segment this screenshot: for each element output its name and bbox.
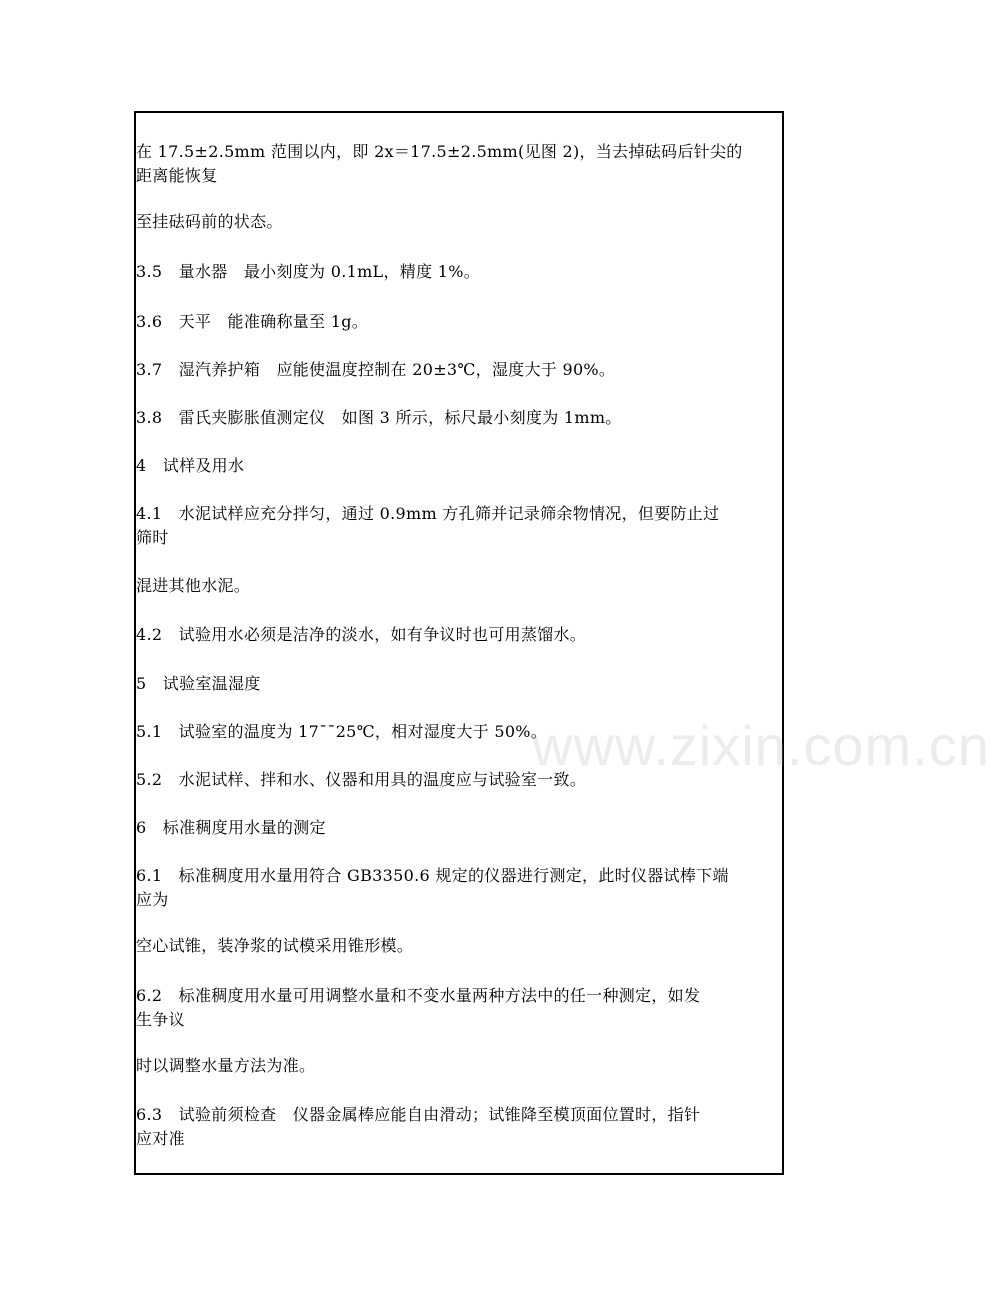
paragraph bbox=[136, 406, 782, 430]
text-line: 6.3 试验前须检查 仪器金属棒应能自由滑动；试锥降至模顶面位置时，指针 bbox=[136, 1105, 701, 1124]
text-line: 至挂砝码前的状态。 bbox=[136, 212, 283, 231]
text-line: 生争议 bbox=[136, 1010, 185, 1029]
text-line: 6.2 标准稠度用水量可用调整水量和不变水量两种方法中的任一种测定，如发 bbox=[136, 986, 701, 1005]
paragraph bbox=[136, 260, 782, 284]
text-line: 3.8 雷氏夹膨胀值测定仪 如图 3 所示，标尺最小刻度为 1mm。 bbox=[136, 408, 622, 427]
paragraph bbox=[136, 934, 782, 958]
text-line: 6.1 标准稠度用水量用符合 GB3350.6 规定的仪器进行测定，此时仪器试棒下端 bbox=[136, 866, 729, 885]
document-frame bbox=[134, 111, 990, 1175]
text-line: 4.2 试验用水必须是洁净的淡水，如有争议时也可用蒸馏水。 bbox=[136, 625, 587, 644]
text-line: 时以调整水量方法为准。 bbox=[136, 1056, 316, 1075]
text-line: 混进其他水泥。 bbox=[136, 576, 251, 595]
paragraph bbox=[136, 1054, 782, 1078]
paragraph bbox=[136, 768, 782, 792]
paragraph bbox=[136, 140, 782, 188]
paragraph bbox=[136, 310, 782, 334]
text-line: 应为 bbox=[136, 890, 169, 909]
paragraph bbox=[136, 984, 782, 1032]
text-line: 3.7 湿汽养护箱 应能使温度控制在 20±3℃，湿度大于 90%。 bbox=[136, 360, 616, 379]
paragraph bbox=[136, 358, 782, 382]
text-line: 应对准 bbox=[136, 1129, 185, 1148]
paragraph bbox=[136, 864, 782, 912]
watermark-text: www.zixin.com.cn bbox=[532, 714, 990, 777]
paragraph bbox=[136, 574, 782, 598]
text-line: 4 试样及用水 bbox=[136, 456, 245, 475]
section-heading bbox=[136, 816, 782, 840]
paragraph bbox=[136, 720, 782, 744]
section-heading bbox=[136, 454, 782, 478]
text-line: 距离能恢复 bbox=[136, 166, 218, 185]
paragraph bbox=[136, 1103, 782, 1151]
text-line: 4.1 水泥试样应充分拌匀，通过 0.9mm 方孔筛并记录筛余物情况，但要防止过 bbox=[136, 504, 720, 523]
text-line: 3.6 天平 能准确称量至 1g。 bbox=[136, 312, 369, 331]
section-heading bbox=[136, 672, 782, 696]
text-line: 5.1 试验室的温度为 17¯¯25℃，相对湿度大于 50%。 bbox=[136, 722, 548, 741]
text-line: 5.2 水泥试样、拌和水、仪器和用具的温度应与试验室一致。 bbox=[136, 770, 587, 789]
text-line: 6 标准稠度用水量的测定 bbox=[136, 818, 326, 837]
text-line: 筛时 bbox=[136, 528, 169, 547]
text-line: 空心试锥，装净浆的试模采用锥形模。 bbox=[136, 936, 414, 955]
paragraph bbox=[136, 502, 782, 550]
paragraph bbox=[136, 210, 782, 234]
paragraph bbox=[136, 623, 782, 647]
text-line: 3.5 量水器 最小刻度为 0.1mL，精度 1%。 bbox=[136, 262, 481, 281]
text-line: 5 试验室温湿度 bbox=[136, 674, 261, 693]
text-line: 在 17.5±2.5mm 范围以内，即 2x＝17.5±2.5mm(见图 2)，当去掉砝码后针尖的 bbox=[136, 142, 743, 161]
